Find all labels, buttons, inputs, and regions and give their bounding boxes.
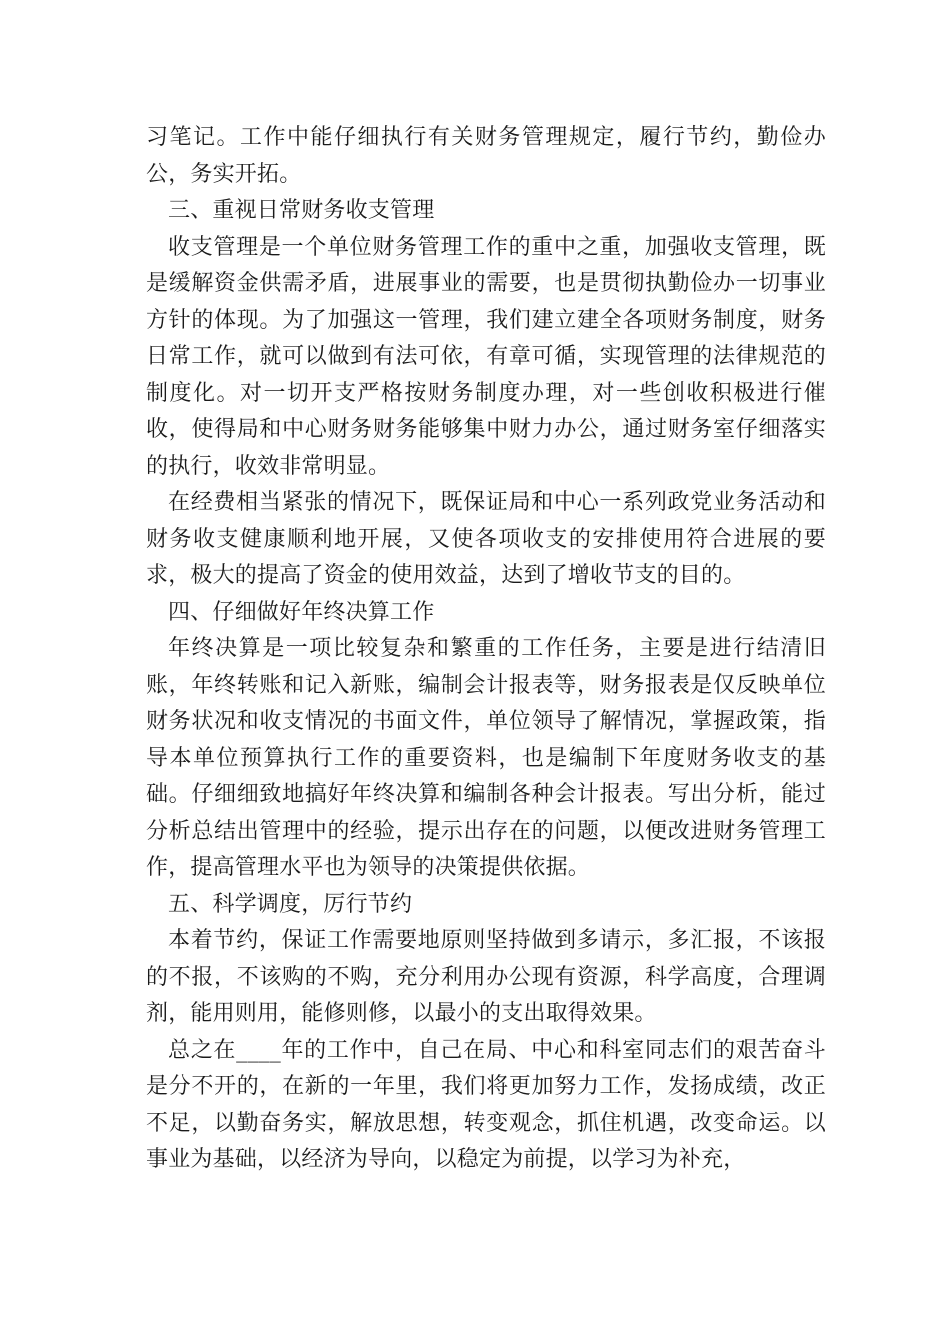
paragraph: 本着节约，保证工作需要地原则坚持做到多请示，多汇报，不该报的不报，不该购的不购，充分利用办公现有资源，科学高度，合理调剂，能用则用，能修则修，以最小的支出取得效果。	[146, 928, 826, 1026]
paragraph-conclusion: 总之在____年的工作中，自己在局、中心和科室同志们的艰苦奋斗是分不开的，在新的一年里，我们将更加努力工作，发扬成绩，改正不足，以勤奋务实，解放思想，转变观念，抓住机遇，改变命运。以事业为基础，以经济为导向，以稳定为前提，以学习为补充，	[146, 1037, 826, 1172]
paragraph: 收支管理是一个单位财务管理工作的重中之重，加强收支管理，既是缓解资金供需矛盾，进展事业的需要，也是贯彻执勤俭办一切事业方针的体现。为了加强这一管理，我们建立建全各项财务制度，财务日常工作，就可以做到有法可依，有章可循，实现管理的法律规范的制度化。对一切开支严格按财务制度办理，对一些创收积极进行催收，使得局和中心财务财务能够集中财力办公，通过财务室仔细落实的执行，收效非常明显。	[146, 234, 826, 479]
paragraph: 在经费相当紧张的情况下，既保证局和中心一系列政党业务活动和财务收支健康顺利地开展，又使各项收支的安排使用符合进展的要求，极大的提高了资金的使用效益，达到了增收节支的目的。	[146, 490, 826, 588]
paragraph: 年终决算是一项比较复杂和繁重的工作任务，主要是进行结清旧账，年终转账和记入新账，编制会计报表等，财务报表是仅反映单位财务状况和收支情况的书面文件，单位领导了解情况，掌握政策，指导本单位预算执行工作的重要资料，也是编制下年度财务收支的基础。仔细细致地搞好年终决算和编制各种会计报表。写出分析，能过分析总结出管理中的经验，提示出存在的问题，以便改进财务管理工作，提高管理水平也为领导的决策提供依据。	[146, 636, 826, 880]
section-heading-4: 四、仔细做好年终决算工作	[168, 599, 435, 625]
document-body	[146, 120, 826, 1179]
section-heading-3: 三、重视日常财务收支管理	[168, 198, 435, 223]
paragraph-continuation: 习笔记。工作中能仔细执行有关财务管理规定，履行节约，勤俭办公，务实开拓。	[146, 125, 826, 187]
section-heading-5: 五、科学调度，厉行节约	[168, 891, 413, 917]
